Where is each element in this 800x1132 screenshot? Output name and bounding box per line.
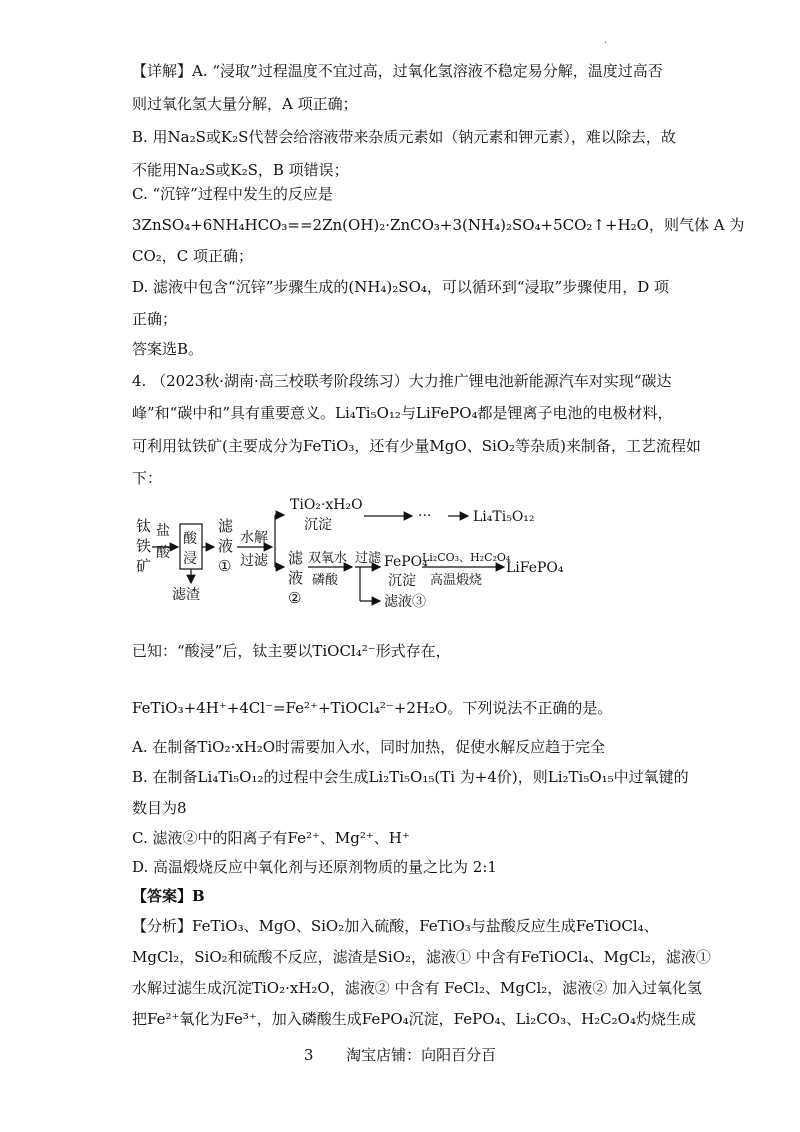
analysis-line: MgCl₂，SiO₂和硫酸不反应，滤渣是SiO₂，滤液① 中含有FeTiOCl₄、MgCl₂，滤液① (132, 948, 711, 966)
precipitate-label: 沉淀 (304, 517, 332, 533)
calcination-label: 高温煅烧 (430, 573, 483, 588)
question-title: 4. （2023秋·湖南·高三校联考阶段练习）大力推广锂电池新能源汽车对实现“碳达 (132, 372, 672, 390)
acid-leach-label: 酸 (183, 531, 197, 547)
equation-line: 3ZnSO₄+6NH₄HCO₃==2Zn(OH)₂·ZnCO₃+3(NH₄)₂SO₄+5CO₂↑+H₂O，则气体 A 为 (132, 216, 745, 234)
fepo4-product: FePO₄ (384, 554, 428, 570)
ellipsis: ··· (418, 508, 432, 524)
filtrate3-label: 滤液③ (384, 594, 426, 608)
filtrate1-label: 滤 (218, 517, 234, 535)
filtration-label: 过滤 (240, 553, 268, 569)
acid-label: 酸 (156, 545, 170, 561)
lto-product: Li₄Ti₅O₁₂ (473, 509, 535, 525)
h2o2-label: 双氧水 (308, 551, 348, 566)
raw-ore-label: 铁 (136, 537, 152, 555)
text-line: 下： (132, 469, 163, 487)
text-line: 【详解】A. “浸取”过程温度不宜过高，过氧化氢溶液不稳定易分解，温度过高否 (132, 62, 663, 80)
equation-line: FeTiO₃+4H⁺+4Cl⁻=Fe²⁺+TiOCl₄²⁻+2H₂O。下列说法不正确的是。 (132, 699, 613, 717)
raw-ore-label: 钛 (136, 517, 152, 535)
text-line: 峰”和“碳中和”具有重要意义。Li₄Ti₅O₁₂与LiFePO₄都是锂离子电池的电极材料， (132, 404, 673, 422)
text-line: CO₂，C 项正确； (132, 247, 254, 265)
raw-ore-label: 矿 (136, 557, 152, 575)
precipitate-label: 沉淀 (388, 573, 416, 589)
page-footer (0, 1044, 800, 1065)
acid-leach-label: 浸 (183, 551, 197, 567)
filtrate2-label: 滤 (288, 549, 304, 567)
filtration-label: 过滤 (355, 551, 382, 566)
analysis-line: 【分析】FeTiO₃、MgO、SiO₂加入硫酸，FeTiO₃与盐酸反应生成FeTiOCl₄、 (132, 917, 659, 935)
shop-name: 淘宝店铺：向阳百分百 (346, 1046, 497, 1064)
known-line: 已知：“酸浸”后，钛主要以TiOCl₄²⁻形式存在， (132, 642, 451, 660)
page-number: 3 (303, 1046, 314, 1064)
hydrolysis-label: 水解 (240, 530, 268, 546)
residue-label: 滤渣 (172, 587, 200, 603)
phosphoric-acid-label: 磷酸 (312, 573, 339, 588)
answer-label: 【答案】B (132, 887, 205, 905)
filtrate1-label: 液 (218, 537, 234, 555)
text-line: 可利用钛铁矿(主要成分为FeTiO₃，还有少量MgO、SiO₂等杂质)来制备，工艺流程如 (132, 437, 701, 455)
lfp-product: LiFePO₄ (506, 560, 564, 576)
reagents-label: Li₂CO₃、H₂C₂O₄ (422, 551, 511, 564)
filtrate2-label: ② (288, 589, 302, 607)
text-line: 则过氧化氢大量分解，A 项正确； (132, 95, 358, 113)
process-flowchart (132, 493, 572, 608)
text-line: 不能用Na₂S或K₂S，B 项错误； (132, 161, 349, 179)
option-b-cont: 数目为8 (132, 799, 187, 817)
text-line: C. “沉锌”过程中发生的反应是 (132, 185, 333, 203)
document-page: · 【详解】A. “浸取”过程温度不宜过高，过氧化氢溶液不稳定易分解，温度过高否 则过氧化氢大量分解，A 项正确； B. 用Na₂S或K₂S代替会给溶液带来杂质元素如（钠元素和钾元素），难以除去，故 不能用Na₂S或K₂S，B 项错误； C. “沉锌”过程中发生的反应是 3ZnSO₄+6NH₄HCO₃==2Zn(OH)₂·ZnCO₃+3(NH₄)₂SO₄+5CO₂↑+H₂O，则气体 A 为 CO₂，C 项正确； D. 滤液中包含“沉锌”步骤生成的(NH₄)₂SO₄，可以循环到“浸取”步骤使用，D 项 正确； 答案选B。 4. （2023秋·湖南·高三校联考阶段练习）大力推广锂电池新能源汽车对实现“碳达 峰”和“碳中和”具有重要意义。Li₄Ti₅O₁₂与LiFePO₄都是锂离子电池的电极材料， 可利用钛铁矿(主要成分为FeTiO₃，还有少量MgO、SiO₂等杂质)来制备，工艺流程如 下： 钛 铁 矿 盐 酸 酸 浸 滤渣 滤 液 ① 水解 过滤 TiO₂·xH₂O 沉淀 ··· Li₄Ti₅O₁₂ 滤 液 ② 双氧水 磷酸 过滤 滤液③ FePO₄ 沉淀 Li₂CO₃、H₂C₂O₄ 高温煅烧 LiFePO₄ 已知：“酸浸”后，钛主要以TiOCl₄²⁻形式存在， FeTiO₃+4H⁺+4Cl⁻=Fe²⁺+TiOCl₄²⁻+2H₂O。下列说法不正确的是。 A. 在制备TiO₂·xH₂O时需要加入水，同时加热，促使水解反应趋于完全 B. 在制备Li₄Ti₅O₁₂的过程中会生成Li₂Ti₅O₁₅(Ti 为+4价)，则Li₂Ti₅O₁₅中过氧键的 数目为8 C. 滤液②中的阳离子有Fe²⁺、Mg²⁺、H⁺ D. 高温煅烧反应中氧化剂与还原剂物质的量之比为 2:1 【答案】B 【分析】FeTiO₃、MgO、SiO₂加入硫酸，FeTiO₃与盐酸反应生成FeTiOCl₄、 MgCl₂，SiO₂和硫酸不反应，滤渣是SiO₂，滤液① 中含有FeTiOCl₄、MgCl₂，滤液① 水解过滤生成沉淀TiO₂·xH₂O，滤液② 中含有 FeCl₂、MgCl₂，滤液② 加入过氧化氢 把Fe²⁺氧化为Fe³⁺，加入磷酸生成FePO₄沉淀，FePO₄、Li₂CO₃、H₂C₂O₄灼烧生成 3 淘宝店铺：向阳百分百 (0, 0, 800, 1132)
tio2-product: TiO₂·xH₂O (290, 497, 363, 513)
analysis-line: 水解过滤生成沉淀TiO₂·xH₂O，滤液② 中含有 FeCl₂、MgCl₂，滤液② 加入过氧化氢 (132, 979, 703, 997)
option-a: A. 在制备TiO₂·xH₂O时需要加入水，同时加热，促使水解反应趋于完全 (132, 738, 606, 756)
text-line: D. 滤液中包含“沉锌”步骤生成的(NH₄)₂SO₄，可以循环到“浸取”步骤使用，D 项 (132, 278, 670, 296)
filtrate2-label: 液 (288, 569, 304, 587)
answer-line: 答案选B。 (132, 340, 204, 358)
option-b: B. 在制备Li₄Ti₅O₁₂的过程中会生成Li₂Ti₅O₁₅(Ti 为+4价)，则Li₂Ti₅O₁₅中过氧键的 (132, 768, 689, 786)
filtrate1-label: ① (218, 557, 232, 575)
text-line: B. 用Na₂S或K₂S代替会给溶液带来杂质元素如（钠元素和钾元素），难以除去，故 (132, 128, 676, 146)
option-c: C. 滤液②中的阳离子有Fe²⁺、Mg²⁺、H⁺ (132, 829, 410, 847)
analysis-line: 把Fe²⁺氧化为Fe³⁺，加入磷酸生成FePO₄沉淀，FePO₄、Li₂CO₃、H₂C₂O₄灼烧生成 (132, 1010, 696, 1028)
text-line: 正确； (132, 310, 178, 328)
acid-label: 盐 (156, 523, 170, 539)
option-d: D. 高温煅烧反应中氧化剂与还原剂物质的量之比为 2:1 (132, 858, 497, 876)
